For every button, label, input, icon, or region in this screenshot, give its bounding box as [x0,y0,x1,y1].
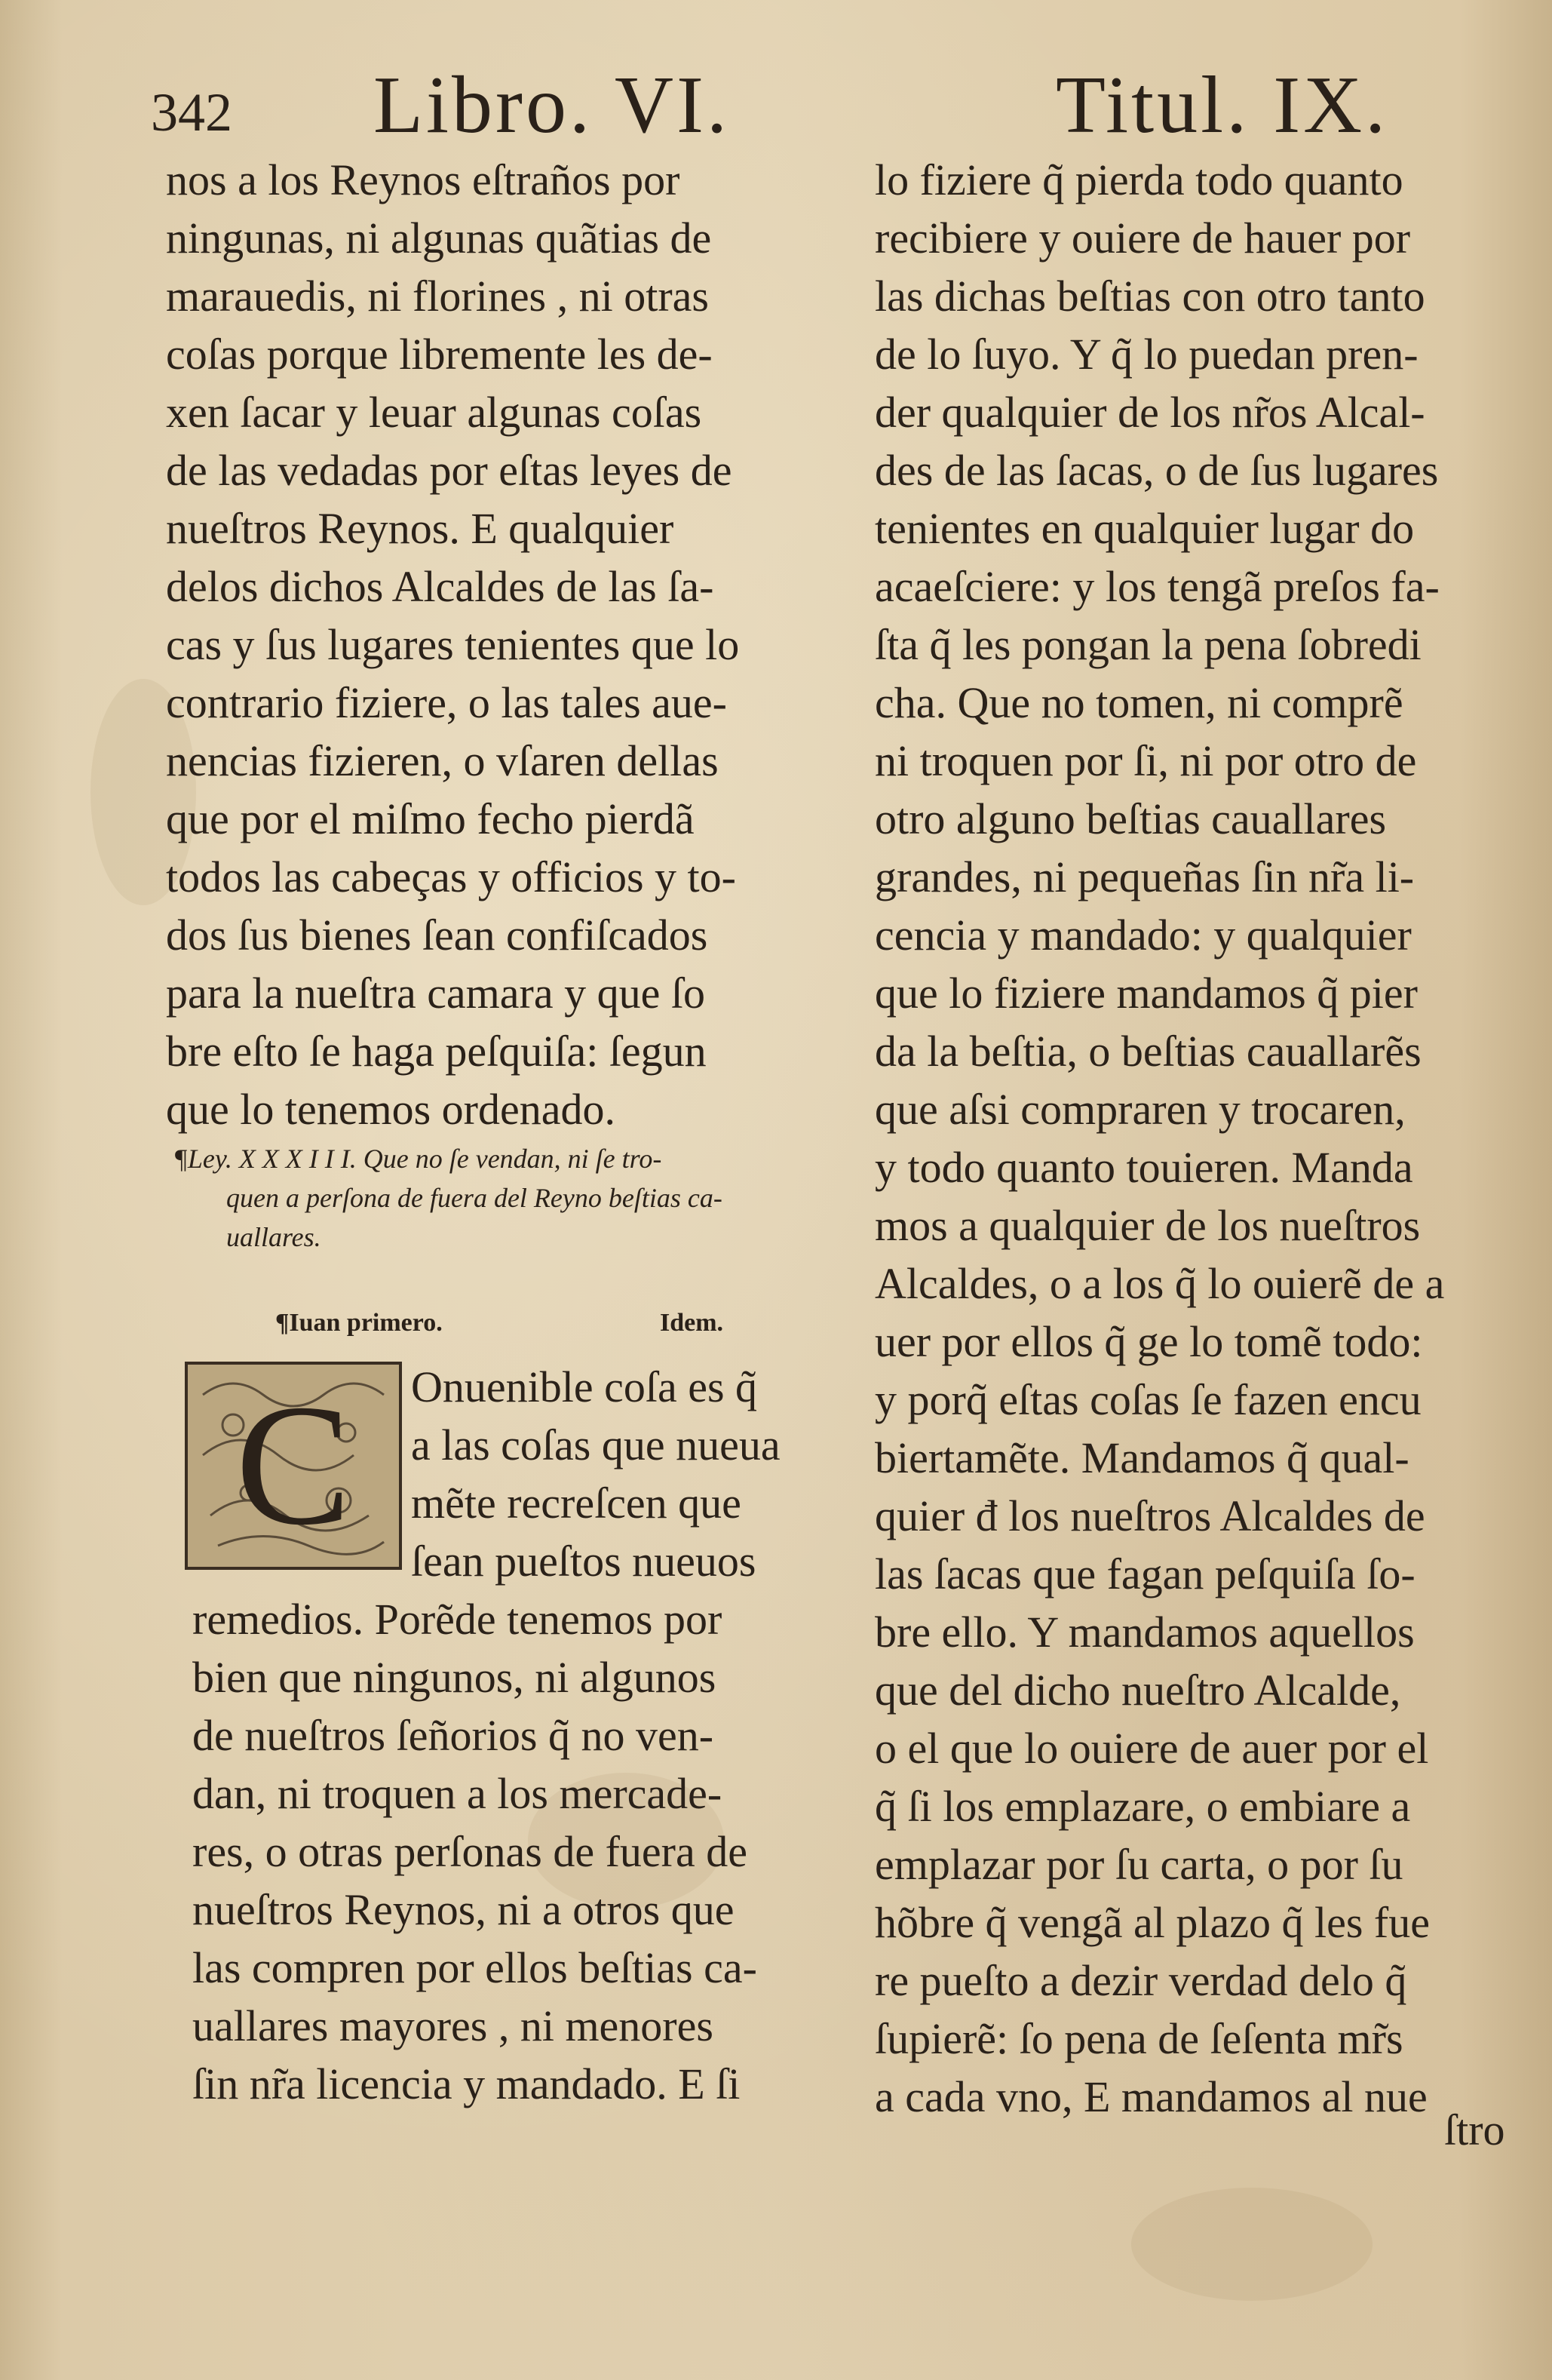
text-line: ningunas, ni algunas quãtias de [166,213,712,263]
text-line: tenientes en qualquier lugar do [875,504,1415,553]
text-line: que del dicho nueſtro Alcalde, [875,1666,1401,1715]
text-line: que lo tenemos ordenado. [166,1085,615,1134]
text-line: nencias fizieren, o vſaren dellas [166,736,719,785]
text-line: res, o otras perſonas de fuera de [192,1827,747,1876]
paper-stain [1131,2188,1373,2301]
text-line: uer por ellos q̃ ge lo tomẽ todo: [875,1317,1423,1366]
text-line: dan, ni troquen a los mercade- [192,1769,722,1818]
law-heading-line: uallares. [226,1222,321,1252]
text-line: bre ello. Y mandamos aquellos [875,1608,1415,1657]
text-line: marauedis, ni florines , ni otras [166,272,709,321]
text-line: re pueſto a dezir verdad delo q̃ [875,1956,1407,2005]
text-line: der qualquier de los nr̃os Alcal- [875,388,1425,437]
text-line: nueſtros Reynos. E qualquier [166,504,674,553]
text-line: xen ſacar y leuar algunas coſas [166,388,702,437]
text-line: quier đ los nueſtros Alcaldes de [875,1491,1425,1540]
text-line: bien que ningunos, ni algunos [192,1653,716,1702]
text-line: y porq̃ eſtas coſas ſe fazen encu [875,1375,1422,1424]
text-line: delos dichos Alcaldes de las ſa- [166,562,714,611]
right-column [875,151,1523,2126]
text-line: remedios. Porẽde tenemos por [192,1595,722,1644]
left-column [166,151,830,1138]
law-heading [173,1139,837,1257]
text-line: las compren por ellos beſtias ca- [192,1943,757,1992]
text-line: o el que lo ouiere de auer por el [875,1724,1429,1773]
text-line: emplazar por ſu carta, o por ſu [875,1840,1403,1889]
page-number: 342 [151,82,232,143]
text-line: nos a los Reynos eſtraños por [166,155,680,204]
text-line: Onuenible coſa es q̃ [411,1362,758,1411]
attribution-row [275,1309,803,1347]
text-line: que lo fiziere mandamos q̃ pier [875,969,1418,1018]
text-line: otro alguno beſtias cauallares [875,794,1387,843]
text-line: mos a qualquier de los nueſtros [875,1201,1421,1250]
text-line: recibiere y ouiere de hauer por [875,213,1411,263]
text-line: lo fiziere q̃ pierda todo quanto [875,155,1403,204]
title-heading: Titul. IX. [1056,60,1389,150]
text-line: ſin nr̃a licencia y mandado. E ſi [192,2059,741,2108]
text-line: q̃ ſi los emplazare, o embiare a [875,1782,1411,1831]
text-line: cha. Que no tomen, ni comprẽ [875,678,1403,727]
text-line: coſas porque libremente les de- [166,330,713,379]
text-line: las ſacas que fagan peſquiſa ſo- [875,1549,1416,1598]
text-line: bre eſto ſe haga peſquiſa: ſegun [166,1027,707,1076]
idem-label: Idem. [660,1309,724,1337]
text-line: y todo quanto touieren. Manda [875,1143,1413,1192]
text-line: biertamẽte. Mandamos q̃ qual- [875,1433,1409,1482]
text-line: da la beſtia, o beſtias cauallarẽs [875,1027,1422,1076]
text-line: de nueſtros ſeñorios q̃ no ven- [192,1711,714,1760]
text-line: todos las cabeças y officios y to- [166,852,736,901]
text-line: hõbre q̃ vengã al plazo q̃ les fue [875,1898,1430,1947]
text-line: que aſsi compraren y trocaren, [875,1085,1406,1134]
running-header [0,59,1552,157]
text-line: uallares mayores , ni menores [192,2001,713,2050]
text-line: a cada vno, E mandamos al nue [875,2072,1428,2121]
text-line: contrario fiziere, o las tales aue- [166,678,727,727]
text-line: ſta q̃ les pongan la pena ſobredi [875,620,1422,669]
text-line: ni troquen por ſi, ni por otro de [875,736,1417,785]
text-line: Alcaldes, o a los q̃ lo ouierẽ de a [875,1259,1445,1308]
text-line: nueſtros Reynos, ni a otros que [192,1885,735,1934]
text-line: de lo ſuyo. Y q̃ lo puedan pren- [875,330,1419,379]
text-line: ſupierẽ: ſo pena de ſeſenta mr̃s [875,2014,1403,2063]
law-body [192,1590,841,2113]
law-heading-line: quen a perſona de fuera del Reyno beſtias ca- [226,1183,722,1213]
text-line: de las vedadas por eſtas leyes de [166,446,732,495]
text-line: cas y ſus lugares tenientes que lo [166,620,740,669]
book-title: Libro. VI. [373,60,730,150]
text-line: para la nueſtra camara y que ſo [166,969,705,1018]
text-line: que por el miſmo fecho pierdã [166,794,695,843]
text-beside-initial [411,1358,833,1590]
text-line: cencia y mandado: y qualquier [875,911,1412,960]
initial-letter: C [235,1368,351,1561]
catchword: ſtro [1444,2105,1505,2154]
text-line: dos ſus bienes ſean confiſcados [166,911,708,960]
text-line: ſean pueſtos nueuos [411,1537,756,1586]
king-attribution: ¶Iuan primero. [275,1309,443,1337]
text-line: a las coſas que nueua [411,1420,781,1469]
decorated-initial-c-icon [188,1365,399,1567]
text-line: las dichas beſtias con otro tanto [875,272,1425,321]
decorated-initial [185,1362,402,1570]
text-line: mẽte recreſcen que [411,1479,741,1528]
text-line: des de las ſacas, o de ſus lugares [875,446,1439,495]
text-line: acaeſciere: y los tengã preſos fa- [875,562,1440,611]
law-heading-line: ¶Ley. X X X I I I. Que no ſe vendan, ni ſe tro- [173,1144,662,1174]
text-line: grandes, ni pequeñas ſin nr̃a li- [875,852,1415,901]
